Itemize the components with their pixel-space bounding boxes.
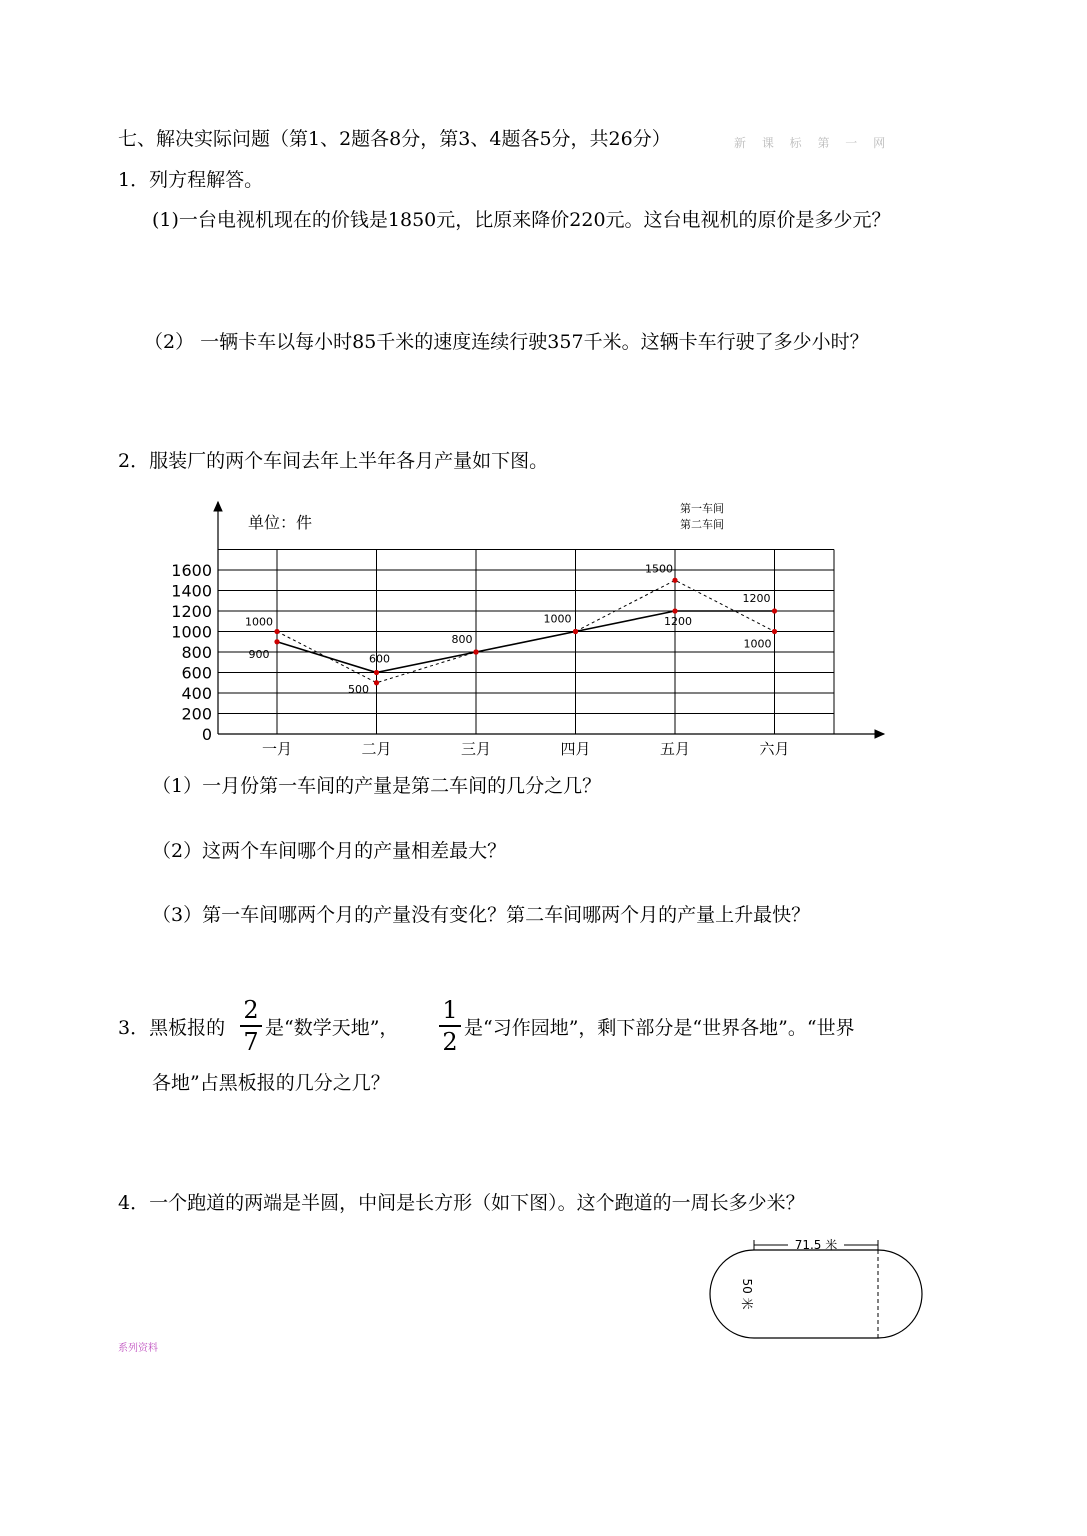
q1-part2: （2） 一辆卡车以每小时85千米的速度连续行驶357千米。这辆卡车行驶了多少小时？ xyxy=(144,331,869,353)
q3-prefix: 3．黑板报的 xyxy=(118,1017,226,1039)
track-diagram xyxy=(700,1228,940,1348)
data-point xyxy=(772,629,777,634)
q3-fraction-1 xyxy=(240,997,262,1055)
q1-title: 1．列方程解答。 xyxy=(118,169,264,191)
watermark-text: 新 课 标 第 一 网 xyxy=(734,136,892,150)
y-tick-label: 1200 xyxy=(171,602,212,621)
legend-entry: 第一车间 xyxy=(680,502,724,515)
fraction-numerator: 2 xyxy=(243,996,259,1024)
q2-title: 2．服装厂的两个车间去年上半年各月产量如下图。 xyxy=(118,450,549,472)
q2-part2: （2）这两个车间哪个月的产量相差最大？ xyxy=(152,840,507,862)
data-point xyxy=(274,639,279,644)
x-category-label: 六月 xyxy=(759,740,790,758)
data-point xyxy=(672,608,677,613)
q2-part3: （3）第一车间哪两个月的产量没有变化？第二车间哪两个月的产量上升最快？ xyxy=(152,904,811,926)
x-category-label: 五月 xyxy=(659,740,691,758)
x-category-label: 三月 xyxy=(460,740,492,758)
fraction-bar xyxy=(439,1025,461,1027)
width-label: 50 米 xyxy=(740,1278,754,1310)
y-tick-label: 1400 xyxy=(171,581,212,601)
x-category-label: 一月 xyxy=(261,740,293,758)
data-point xyxy=(473,649,478,654)
section-title: 七、解决实际问题（第1、2题各8分，第3、4题各5分，共26分） xyxy=(118,128,671,150)
data-point xyxy=(772,608,777,613)
q4-text: 4．一个跑道的两端是半圆，中间是长方形（如下图）。这个跑道的一周长多少米？ xyxy=(118,1192,805,1214)
data-label: 1500 xyxy=(645,562,673,576)
fraction-numerator: 1 xyxy=(442,996,458,1024)
data-point xyxy=(374,680,379,685)
data-label: 1000 xyxy=(543,612,572,626)
q1-part1: (1)一台电视机现在的价钱是1850元，比原来降价220元。这台电视机的原价是多少元？ xyxy=(152,209,891,231)
data-point xyxy=(374,670,379,675)
y-tick-label: 1600 xyxy=(171,561,212,580)
y-tick-label: 800 xyxy=(181,643,212,662)
q3-line2: 各地”占黑板报的几分之几？ xyxy=(152,1072,390,1094)
data-point xyxy=(573,629,578,634)
y-tick-label: 200 xyxy=(181,704,212,724)
y-tick-label: 0 xyxy=(201,725,212,744)
q3-mid2: 是“习作园地”，剩下部分是“世界各地”。“世界 xyxy=(464,1017,855,1039)
unit-label: 单位：件 xyxy=(248,513,313,532)
data-point xyxy=(672,578,677,583)
fraction-denominator: 2 xyxy=(442,1027,458,1056)
legend-entry: 第二车间 xyxy=(680,518,724,531)
q3-fraction-2 xyxy=(439,997,461,1055)
fraction-denominator: 7 xyxy=(243,1027,259,1056)
data-label: 800 xyxy=(451,633,473,646)
q3-mid1: 是“数学天地”， xyxy=(265,1017,399,1039)
data-label: 900 xyxy=(248,647,270,661)
x-category-label: 四月 xyxy=(560,740,591,758)
production-line-chart xyxy=(0,490,1087,790)
y-tick-label: 600 xyxy=(181,663,212,683)
data-point xyxy=(274,629,279,634)
length-label: 71.5 米 xyxy=(794,1238,838,1252)
y-tick-label: 1000 xyxy=(171,622,212,642)
footer-text: 系列资料 xyxy=(118,1343,158,1354)
data-label: 1200 xyxy=(664,615,692,628)
x-category-label: 二月 xyxy=(361,740,392,758)
data-label: 1200 xyxy=(742,592,771,605)
data-label: 1000 xyxy=(743,637,772,651)
data-label: 600 xyxy=(369,652,390,666)
fraction-bar xyxy=(240,1025,262,1027)
data-label: 1000 xyxy=(245,615,273,629)
data-label: 500 xyxy=(348,682,369,696)
y-tick-label: 400 xyxy=(181,684,212,703)
q2-part1: （1）一月份第一车间的产量是第二车间的几分之几？ xyxy=(152,775,602,797)
